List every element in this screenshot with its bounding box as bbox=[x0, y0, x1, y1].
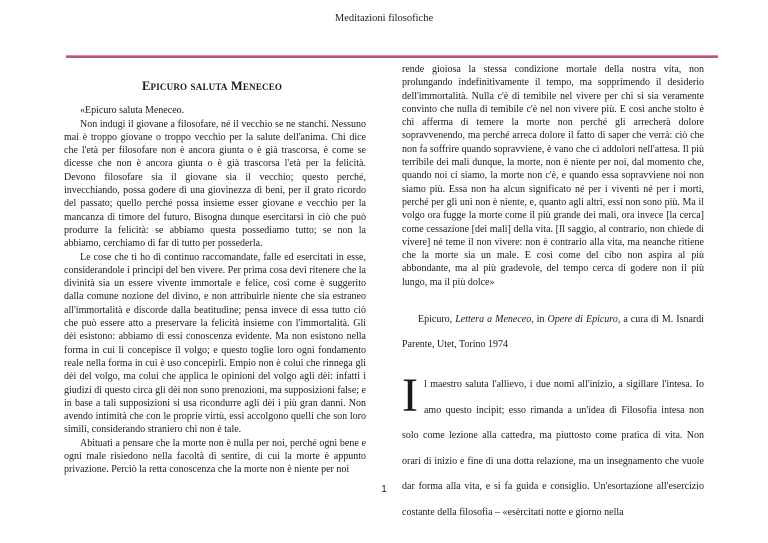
citation-work: Lettera a Meneceo, bbox=[455, 314, 534, 326]
letter-continuation: rende gioiosa la stessa condizione mortale della nostra vita, non prolungando indefinitivamente il tempo, ma sopprimendo il desiderio dell'immortalità. Nulla c'è di temibile nel vivere per chi si sia veramente convinto che nulla di temibile c'è nel non vivere più. E così anche stolto è chi afferma di temere la morte non perché gli arrecherà dolore sopravvenendo, ma perché arreca dolore il fatto di saper che verrà: ciò che non fa soffrire quando sopravviene, è vano che ci addolori nell'attesa. Il più terribile dei mali dunque, la morte, non è niente per noi, dal momento che, quando noi ci siamo, la morte non c'è, e quando essa sopravviene noi non siamo più. Essa non ha alcun significato né per i viventi né per i morti, perché per gli uni non è niente, e, quanto agli altri, essi non sono più. Ma il volgo ora fugge la morte come il più grande dei mali, ora invece [la cerca] come cessazione [dei mali] della vita. [Il saggio, al contrario, non chiede di vivere] né teme il non vivere: non è contrario alla vita, ma neanche ritiene che la morte sia un male. E così come del cibo non aspira al più abbondante, ma al più gradevole, del tempo cerca di godere non il più lungo, ma il più dolce» bbox=[402, 64, 704, 288]
section-title: Epicuro saluta Meneceo bbox=[142, 79, 283, 93]
essay-paragraph bbox=[402, 369, 704, 525]
letter-paragraph: Non indugi il giovane a filosofare, né il vecchio se ne stanchi. Nessuno mai è troppo giovane o troppo vecchio per la salute dell'anima. Chi dice che l'età per filosofare non è ancora giunta o è già trascorsa, è come se dicesse che non è ancora giunta o è già trascorsa l'età per la felicità. Devono filosofare sia il giovane sia il vecchio; questo perché, invecchiando, possa godere di una giovinezza di beni, per il grato ricordo del passato; quello perché possa insieme esser giovane e vecchio per la mancanza di timore del futuro. Bisogna dunque esercitarsi in ciò che può produrre la felicità: se abbiamo questa possediamo tutto; se non la abbiamo, cerchiamo di far di tutto per possederla. bbox=[64, 118, 366, 250]
citation-collection: Opere di Epicuro bbox=[547, 314, 618, 326]
letter-paragraph: Abituati a pensare che la morte non è nulla per noi, perché ogni bene e ogni male risiedono nella facoltà di sentire, di cui la morte è appunto privazione. Perciò la retta conoscenza che la morte non è niente per noi bbox=[64, 437, 366, 476]
right-column bbox=[402, 63, 704, 525]
source-citation bbox=[402, 307, 704, 357]
page-number: 1 bbox=[381, 484, 387, 495]
essay-text: l maestro saluta l'allievo, i due nomi all'inizio, a sigillare l'intesa. Io amo questo incipit; esso rimanda a un'idea di Filosofia intesa non solo come lezione alla cattedra, ma piuttosto come pratica di vita. Non orari di inizio e fine di una dotta relazione, ma un insegnamento che vuole dar forma alla vita, e si fa guida e consiglio. Un'esortazione all'esercizio costante della filosofia – «esèrcitati notte e giorno nella bbox=[402, 379, 704, 518]
header-divider bbox=[66, 55, 718, 58]
citation-author: Epicuro, bbox=[418, 314, 456, 326]
letter-salutation: «Epicuro saluta Meneceo. bbox=[80, 105, 185, 117]
left-column bbox=[64, 80, 366, 477]
citation-publisher: , a cura di M. Isnardi Parente, Utet, Torino 1974 bbox=[402, 314, 705, 351]
drop-cap: I bbox=[402, 369, 418, 423]
running-header: Meditazioni filosofiche bbox=[334, 13, 434, 24]
citation-in: in bbox=[533, 314, 548, 326]
letter-paragraph: Le cose che ti ho di continuo raccomandate, falle ed esercitati in esse, considerandole i princìpi del ben vivere. Per prima cosa devi ritenere che la divinità sia un essere vivente immortale e felice, così come è suggerito dalla comune nozione del divino, e non attribuirle niente che sia estraneo all'immortalità e discorde dalla beatitudine; pensa invece di essa tutto ciò che può essere atto a preservare la felicità insieme con l'immortalità. Gli dèi esistono: abbiamo di essi conoscenza evidente. Ma non esistono nella forma in cui li concepisce il volgo; e questo toglie loro ogni fondamento reale nella forma in cui è uso concepirli. Empio non è colui che rinnega gli dèi del volgo, ma colui che applica le opinioni del volgo agli dèi: infatti i giudizi di questo circa gli dèi non sono prenozioni, ma supposizioni false; e in base a tali supposizioni si usa ricondurre agli dèi i più gran danni. Non avendo intimità che con le proprie virtù, essi accolgono quelli che son loro simili, considerando straniero chi non è tale. bbox=[64, 251, 366, 436]
